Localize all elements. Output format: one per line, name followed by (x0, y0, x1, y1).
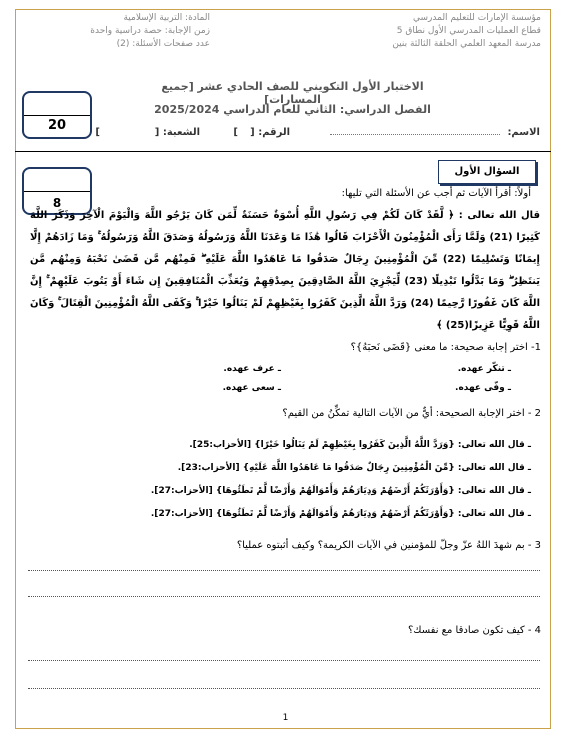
header-line: المادة: التربية الإسلامية (123, 13, 210, 23)
instruction: أولاً: أقرأ الآيات ثم أجب عن الأسئلة التي تليها: (341, 188, 531, 199)
question-1: 1- اختر إجابة صحيحة: ما معنى {قَضَى نَحبَهُ}؟ (350, 342, 541, 353)
answer-line[interactable] (28, 660, 540, 661)
section-close: ] (95, 127, 100, 138)
q1-option[interactable]: ـ وفّى عهده. (455, 383, 511, 393)
name-field[interactable] (330, 134, 500, 135)
header-line: عدد صفحات الأسئلة: (2) (116, 39, 210, 49)
q2-option[interactable]: ـ قال الله تعالى: {وَأَوْرَثَكُمْ أَرْضَهُمْ وَدِيَارَهُمْ وَأَمْوَالَهُمْ وَأَرْضًا لَّمْ تَطَئُوهَا} [الأحزاب:27]. (150, 509, 531, 519)
number-close: ] (233, 127, 238, 138)
header-line: مدرسة المعهد العلمي الحلقة الثالثة بنين (392, 39, 541, 49)
section-mark: 8 (52, 196, 62, 210)
quran-verse: قال الله تعالى : ﴿ لَّقَدْ كَانَ لَكُمْ فِي رَسُولِ اللَّهِ أُسْوَةٌ حَسَنَةٌ لِّمَن كَانَ يَرْجُو اللَّهَ وَالْيَوْمَ الْآخِرَ وَذَكَرَ اللَّهَ كَثِيرًا (21) وَلَمَّا رَأَى الْمُؤْمِنُونَ الْأَحْزَابَ قَالُوا هَٰذَا مَا وَعَدَنَا اللَّهُ وَرَسُولُهُ وَصَدَقَ اللَّهُ وَرَسُولُهُ ۚ وَمَا زَادَهُمْ إِلَّا إِيمَانًا وَتَسْلِيمًا (22) مِّنَ الْمُؤْمِنِينَ رِجَالٌ صَدَقُوا مَا عَاهَدُوا اللَّهَ عَلَيْهِ ۖ فَمِنْهُم مَّن قَضَىٰ نَحْبَهُ وَمِنْهُم مَّن يَنتَظِرُ ۖ وَمَا بَدَّلُوا تَبْدِيلًا (23) لِّيَجْزِيَ اللَّهُ الصَّادِقِينَ بِصِدْقِهِمْ وَيُعَذِّبَ الْمُنَافِقِينَ إِن شَاءَ أَوْ يَتُوبَ عَلَيْهِمْ ۚ إِنَّ اللَّهَ كَانَ غَفُورًا رَّحِيمًا (24) وَرَدَّ اللَّهُ الَّذِينَ كَفَرُوا بِغَيْظِهِمْ لَمْ يَنَالُوا خَيْرًا ۚ وَكَفَى اللَّهُ الْمُؤْمِنِينَ الْقِتَالَ ۚ وَكَانَ اللَّهُ قَوِيًّا عَزِيزًا(25) ﴾ (30, 210, 541, 331)
exam-title: الاختبار الأول التكويني للصف الحادي عشر [جميع المسارات] (161, 80, 424, 106)
exam-subtitle: الفصل الدراسي: الثاني للعام الدراسي 2025/2024 (154, 103, 431, 116)
header-line: زمن الإجابة: حصة دراسية واحدة (90, 26, 210, 36)
q2-option[interactable]: ـ قال الله تعالى: {مِّنَ الْمُؤْمِنِينَ رِجَالٌ صَدَقُوا مَا عَاهَدُوا اللَّهَ عَلَيْهِ} [الأحزاب:23]. (177, 463, 531, 473)
q1-option[interactable]: ـ تنكّر عهده. (457, 364, 511, 374)
q1-option[interactable]: ـ عرف عهده. (223, 364, 281, 374)
question-4: 4 - كيف تكون صادقا مع نفسك؟ (408, 625, 541, 636)
header-line: مؤسسة الإمارات للتعليم المدرسي (413, 13, 541, 23)
mark-divider (24, 191, 90, 192)
name-label: الاسم: (507, 127, 540, 138)
total-score: 20 (47, 118, 67, 133)
answer-line[interactable] (28, 570, 540, 571)
header-divider (15, 151, 551, 152)
subject-header (40, 12, 210, 51)
header-line: قطاع العمليات المدرسي الأول نطاق 5 (396, 26, 541, 36)
q2-option[interactable]: ـ قال الله تعالى: {وَرَدَّ اللَّهُ الَّذِينَ كَفَرُوا بِغَيْظِهِمْ لَمْ يَنَالُوا خَيْرًا} [الأحزاب:25]. (189, 440, 531, 450)
question-2: 2 - اختر الإجابة الصحيحة: أيٌّ من الآيات التالية تمكِّنُ من القيم؟ (282, 408, 541, 419)
number-label: الرقم: [ (250, 127, 290, 138)
answer-line[interactable] (28, 688, 540, 689)
q1-option[interactable]: ـ سعى عهده. (222, 383, 281, 393)
score-divider (24, 115, 90, 116)
section-label-box: السؤال الأول (438, 160, 536, 184)
section-label: الشعبة: [ (154, 127, 200, 138)
institution-header (321, 12, 541, 51)
q2-option[interactable]: ـ قال الله تعالى: {وَأَوْرَثَكُمْ أَرْضَهُمْ وَدِيَارَهُمْ وَأَمْوَالَهُمْ وَأَرْضًا لَّمْ تَطَئُوهَا} [الأحزاب:27]. (150, 486, 531, 496)
question-3: 3 - بم شهدَ اللهُ عزّ وجلّ للمؤمنين في الآيات الكريمة؟ وكيف أثبتوه عمليا؟ (236, 540, 541, 551)
page-number: 1 (282, 713, 289, 723)
answer-line[interactable] (28, 596, 540, 597)
